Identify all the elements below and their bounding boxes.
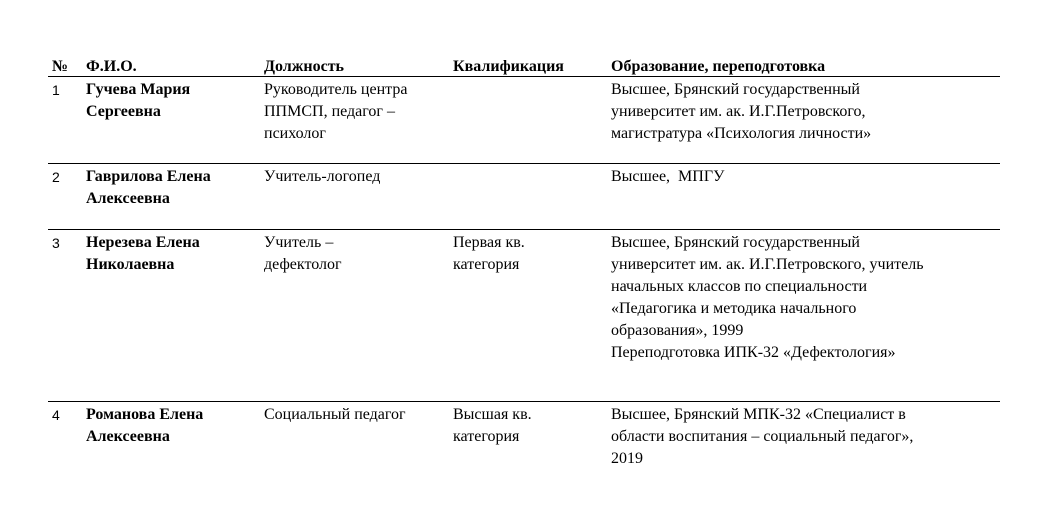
fio-line: Алексеевна (86, 190, 170, 207)
position-line: Учитель-логопед (264, 168, 381, 185)
education-line: начальных классов по специальности (611, 278, 868, 295)
education-line: университет им. ак. И.Г.Петровского, (611, 103, 866, 120)
education-line: магистратура «Психология личности» (611, 125, 872, 142)
row-fio (86, 79, 256, 123)
education-line: «Педагогика и методика начального (611, 300, 857, 317)
fio-line: Николаевна (86, 256, 175, 273)
position-line: Учитель – (264, 234, 334, 251)
table-header (48, 57, 1000, 77)
education-line: университет им. ак. И.Г.Петровского, учитель (611, 256, 924, 273)
header-position: Должность (264, 58, 345, 75)
row-num: 3 (52, 235, 60, 251)
education-line: области воспитания – социальный педагог», (611, 428, 914, 445)
row-qualification (453, 404, 603, 448)
qualification-line: Высшая кв. (453, 406, 532, 423)
education-line: Высшее, МПГУ (611, 168, 725, 185)
row-fio (86, 232, 256, 276)
table-row (48, 402, 1000, 482)
qualification-line: Первая кв. (453, 234, 525, 251)
header-qualification: Квалификация (453, 58, 564, 75)
row-education (611, 166, 996, 188)
fio-line: Гучева Мария (86, 81, 191, 98)
row-fio (86, 166, 256, 210)
fio-line: Нерезева Елена (86, 234, 200, 251)
table-row (48, 164, 1000, 230)
row-num: 2 (52, 169, 60, 185)
qualification-line: категория (453, 428, 520, 445)
row-position (264, 166, 444, 188)
row-position (264, 232, 444, 276)
position-line: дефектолог (264, 256, 342, 273)
education-line: Высшее, Брянский государственный (611, 234, 860, 251)
education-line: 2019 (611, 450, 643, 467)
row-num: 4 (52, 407, 60, 423)
position-line: Руководитель центра (264, 81, 408, 98)
fio-line: Романова Елена (86, 406, 204, 423)
position-line: психолог (264, 125, 326, 142)
qualification-line: категория (453, 256, 520, 273)
header-num: № (52, 58, 69, 75)
education-line: Переподготовка ИПК-32 «Дефектология» (611, 344, 896, 361)
education-line: Высшее, Брянский МПК-32 «Специалист в (611, 406, 906, 423)
row-num: 1 (52, 82, 60, 98)
fio-line: Алексеевна (86, 428, 170, 445)
education-line: образования», 1999 (611, 322, 744, 339)
fio-line: Гаврилова Елена (86, 168, 211, 185)
row-qualification (453, 232, 603, 276)
header-education: Образование, переподготовка (611, 58, 826, 75)
table-row (48, 230, 1000, 402)
header-fio: Ф.И.О. (86, 58, 137, 75)
education-line: Высшее, Брянский государственный (611, 81, 860, 98)
position-line: Социальный педагог (264, 406, 406, 423)
position-line: ППМСП, педагог – (264, 103, 395, 120)
row-position (264, 404, 444, 426)
row-education (611, 404, 996, 470)
row-fio (86, 404, 256, 448)
fio-line: Сергеевна (86, 103, 161, 120)
row-education (611, 79, 996, 145)
row-position (264, 79, 444, 145)
table-row (48, 77, 1000, 164)
row-education (611, 232, 996, 364)
